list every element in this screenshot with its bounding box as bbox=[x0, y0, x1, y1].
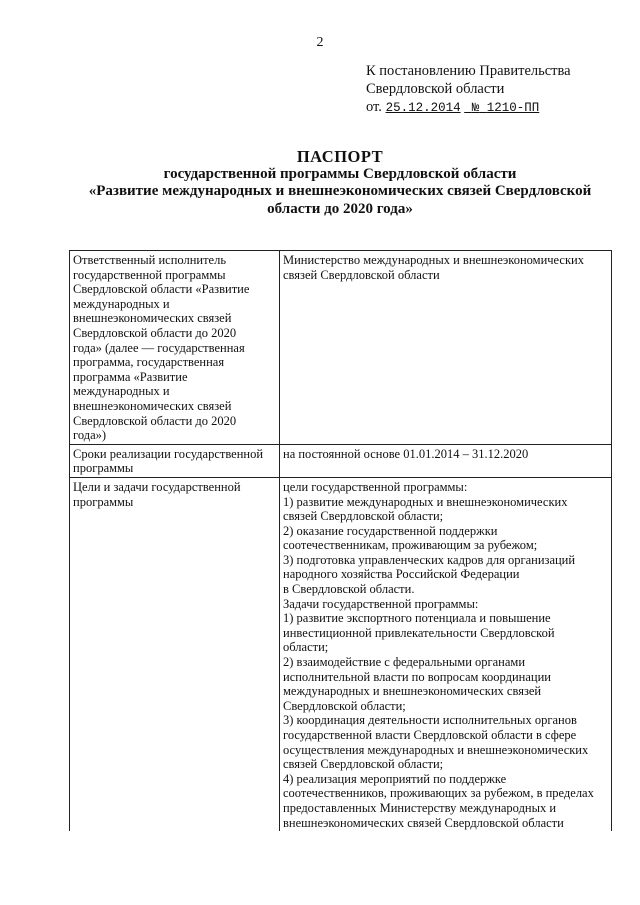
cell-text-line: 3) подготовка управленческих кадров для организаций bbox=[283, 552, 576, 567]
cell-text-line: цели государственной программы: bbox=[283, 479, 468, 494]
resolution-date: 25.12.2014 bbox=[385, 101, 461, 115]
cell-text-line: программа «Развитие bbox=[73, 369, 188, 384]
cell-text-line: 1) развитие международных и внешнеэкономических bbox=[283, 494, 568, 509]
table-row bbox=[70, 251, 612, 445]
cell-text-line: государственной программы bbox=[73, 267, 226, 282]
table-row bbox=[70, 477, 612, 831]
page-number: 2 bbox=[316, 35, 324, 50]
cell-text-line: Сроки реализации государственной bbox=[73, 446, 264, 461]
cell-text-line: Цели и задачи государственной bbox=[73, 479, 241, 494]
attachment-line-1: К постановлению Правительства bbox=[366, 63, 571, 79]
cell-text-line: внешнеэкономических связей bbox=[73, 311, 232, 326]
cell-text-line: года» (далее — государственная bbox=[73, 340, 245, 355]
attachment-date-line bbox=[366, 98, 571, 117]
cell-text-line: 2) взаимодействие с федеральными органами bbox=[283, 655, 526, 670]
cell-text-line: Задачи государственной программы: bbox=[283, 596, 479, 611]
attachment-note bbox=[366, 62, 571, 117]
row-value-cell bbox=[280, 444, 612, 477]
cell-text-line: Свердловской области; bbox=[283, 698, 406, 713]
cell-text-line: Свердловской области «Развитие bbox=[73, 282, 250, 297]
cell-text-line: государственной власти Свердловской области в сфере bbox=[283, 728, 577, 742]
row-label-cell bbox=[70, 251, 280, 445]
document-title bbox=[60, 148, 620, 218]
cell-text-line: 3) координация деятельности исполнительных органов bbox=[283, 713, 577, 728]
cell-text-line: международных и bbox=[73, 296, 170, 311]
cell-text-line: 4) реализация мероприятий по поддержке bbox=[283, 771, 507, 786]
passport-table bbox=[69, 250, 612, 831]
cell-text-line: связей Свердловской области; bbox=[283, 509, 444, 524]
attachment-line-2: Свердловской области bbox=[366, 81, 505, 97]
cell-text-line: Свердловской области до 2020 bbox=[73, 325, 237, 340]
cell-text-line: внешнеэкономических связей Свердловской области bbox=[283, 815, 564, 830]
cell-text-line: международных и внешнеэкономических связей bbox=[283, 684, 542, 699]
cell-text-line: инвестиционной привлекательности Свердловской bbox=[283, 625, 555, 640]
cell-text-line: 2) оказание государственной поддержки bbox=[283, 523, 498, 538]
title-line-4: области до 2020 года» bbox=[267, 200, 413, 217]
cell-text-line: Ответственный исполнитель bbox=[73, 253, 227, 267]
cell-text-line: в Свердловской области. bbox=[283, 582, 415, 597]
row-label-cell bbox=[70, 444, 280, 477]
title-passport: ПАСПОРТ bbox=[296, 147, 384, 166]
cell-text-line: соотечественников, проживающих за рубежом, в пределах bbox=[283, 786, 594, 801]
cell-text-line: Министерство международных и внешнеэкономических bbox=[283, 253, 584, 267]
row-label-cell bbox=[70, 477, 280, 831]
cell-text-line: соотечественникам, проживающим за рубежом; bbox=[283, 538, 538, 553]
cell-text-line: года») bbox=[73, 428, 107, 443]
cell-text-line: Свердловской области до 2020 bbox=[73, 413, 237, 428]
cell-text-line: программы bbox=[73, 461, 134, 476]
cell-text-line: программы bbox=[73, 494, 134, 509]
cell-text-line: предоставленных Министерству международных и bbox=[283, 800, 557, 815]
cell-text-line: программа, государственная bbox=[73, 355, 225, 370]
date-prefix: от. bbox=[366, 99, 382, 115]
cell-text-line: на постоянной основе 01.01.2014 – 31.12.2020 bbox=[283, 446, 529, 461]
row-value-cell bbox=[280, 477, 612, 831]
number-prefix: № bbox=[471, 101, 480, 115]
title-line-3: «Развитие международных и внешнеэкономических связей Свердловской bbox=[88, 183, 592, 199]
row-value-cell bbox=[280, 251, 612, 445]
resolution-number: 1210-ПП bbox=[486, 101, 540, 115]
cell-text-line: исполнительной власти по вопросам координации bbox=[283, 669, 551, 684]
cell-text-line: области; bbox=[283, 640, 329, 655]
cell-text-line: 1) развитие экспортного потенциала и повышение bbox=[283, 611, 551, 626]
cell-text-line: осуществления международных и внешнеэкономических bbox=[283, 742, 589, 757]
title-line-2: государственной программы Свердловской области bbox=[163, 165, 517, 182]
cell-text-line: связей Свердловской области bbox=[283, 267, 440, 282]
cell-text-line: международных и bbox=[73, 384, 170, 399]
table-row bbox=[70, 444, 612, 477]
cell-text-line: народного хозяйства Российской Федерации bbox=[283, 567, 520, 582]
cell-text-line: связей Свердловской области; bbox=[283, 757, 444, 772]
cell-text-line: внешнеэкономических связей bbox=[73, 398, 232, 413]
